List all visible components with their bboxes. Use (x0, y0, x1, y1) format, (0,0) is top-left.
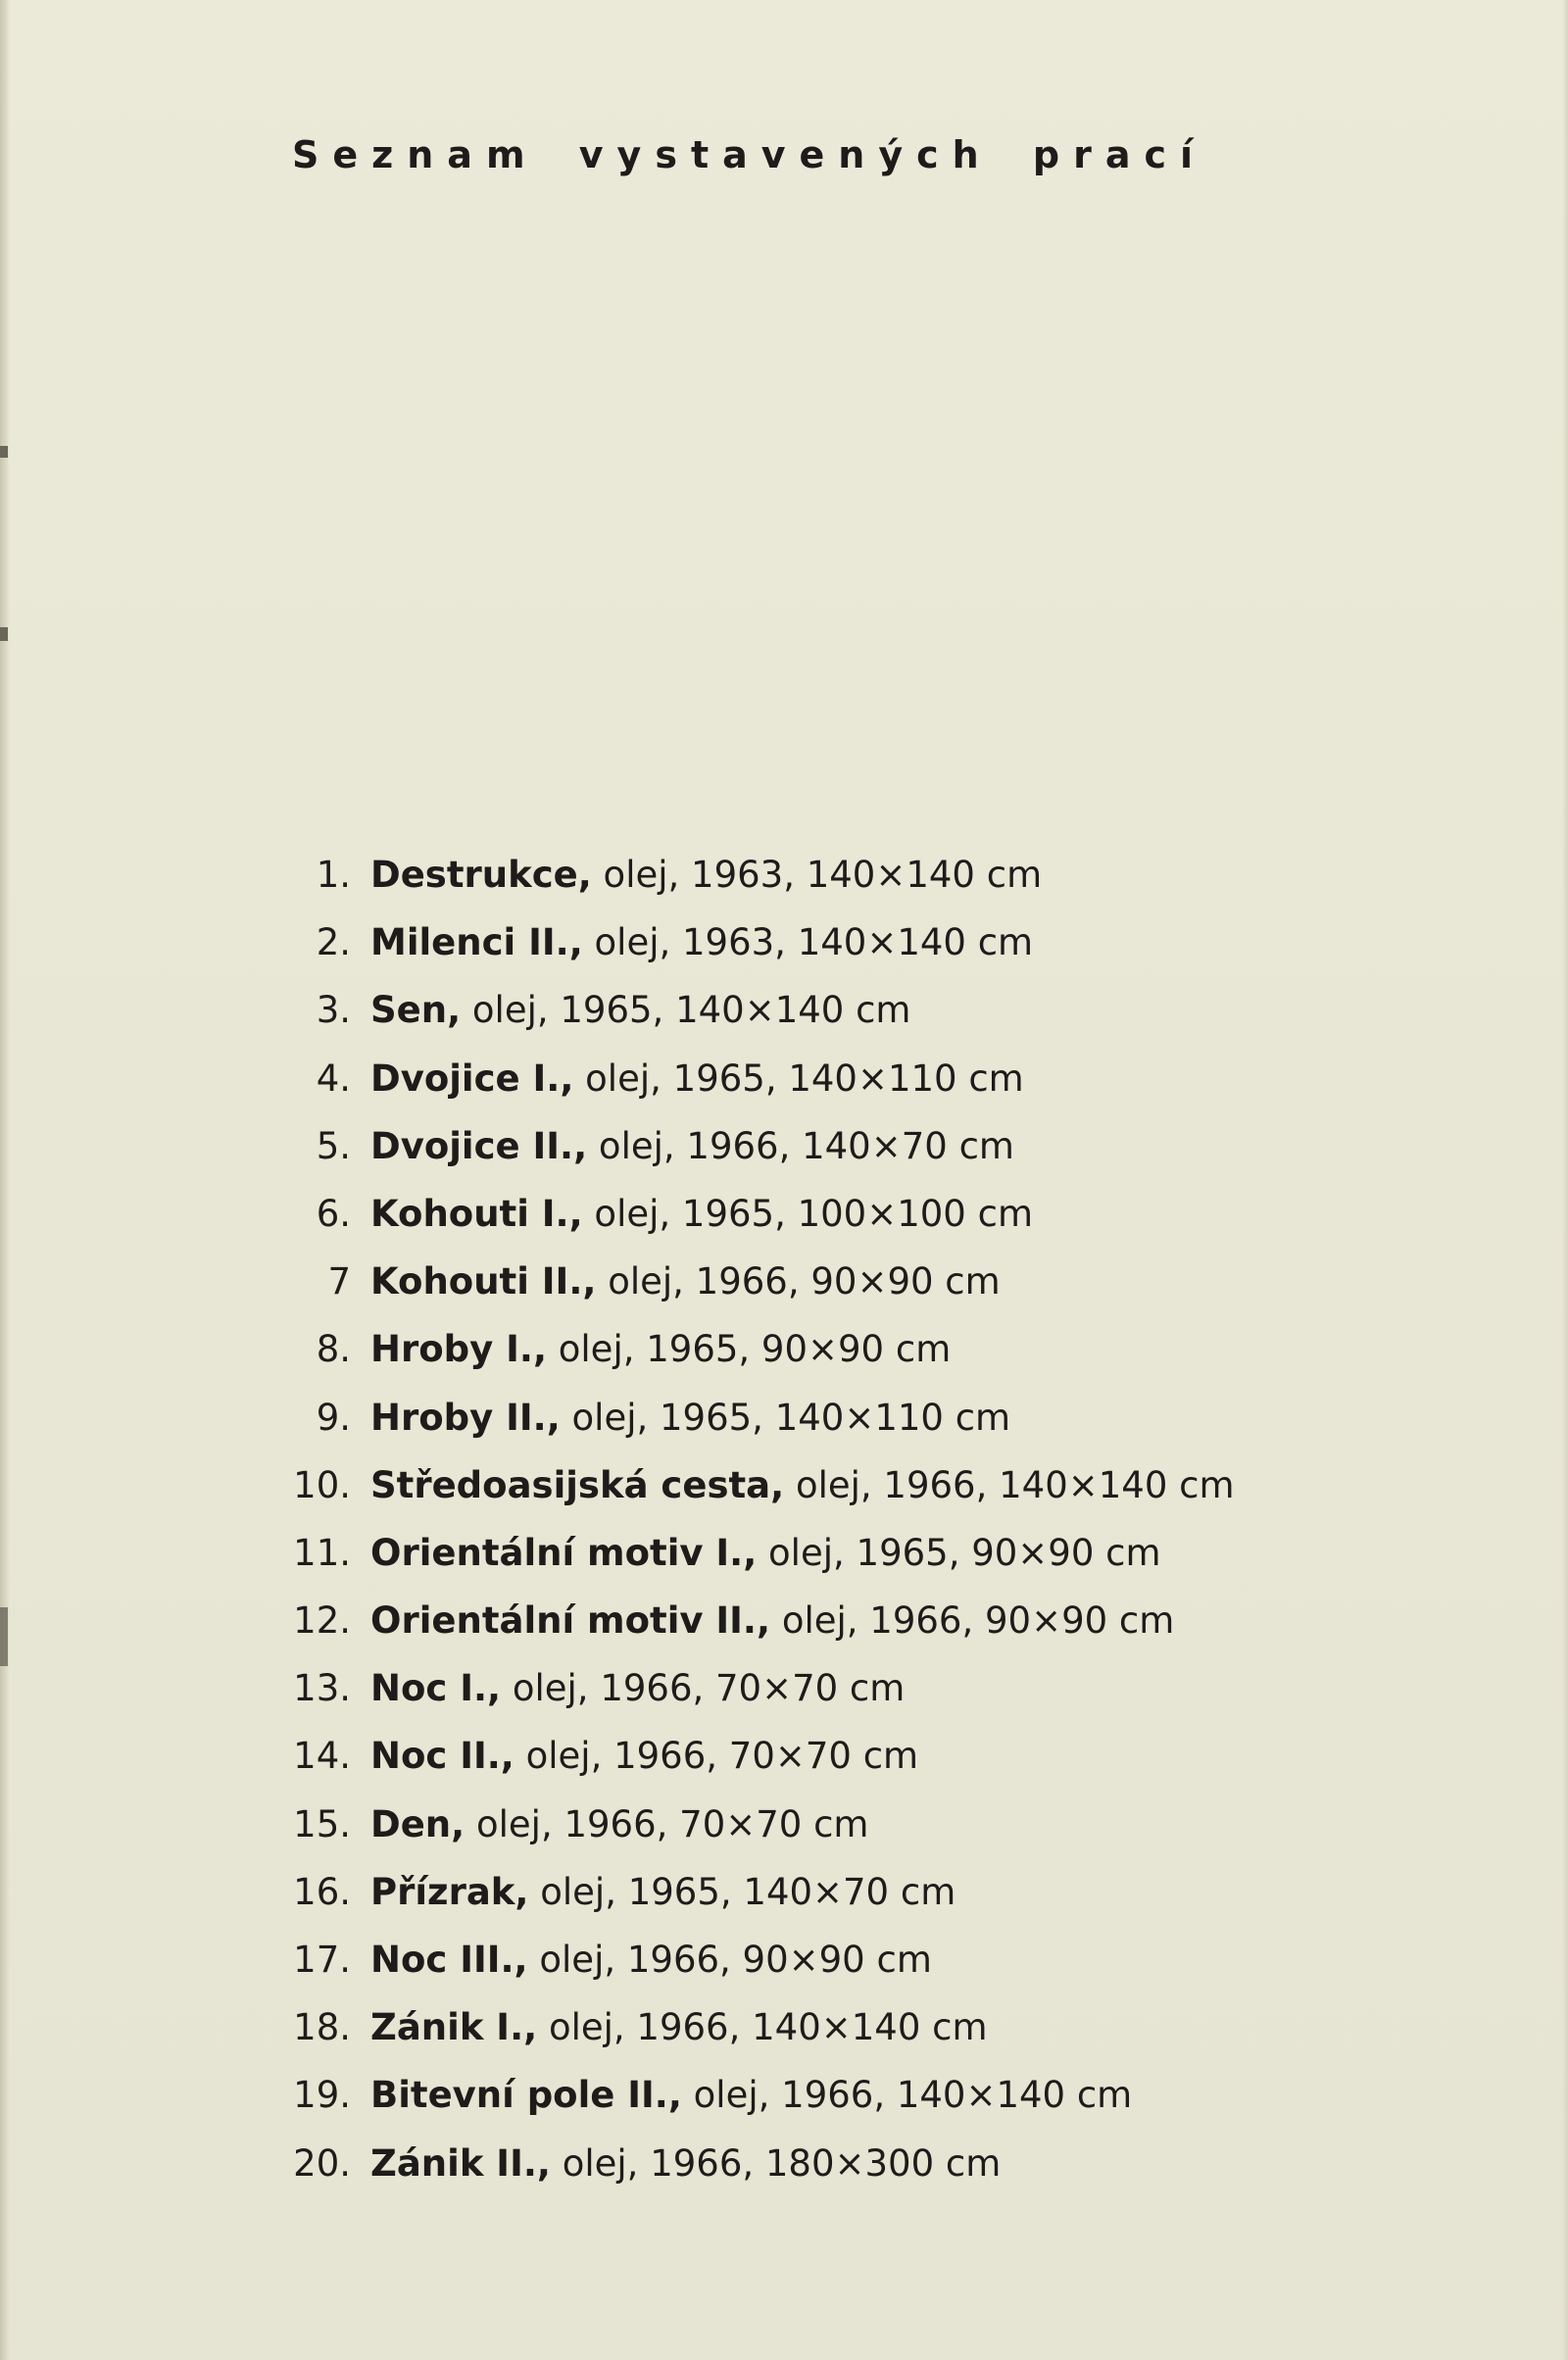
page-title: Seznam vystavených prací (292, 133, 1207, 176)
work-title: Kohouti II., (370, 1260, 597, 1303)
work-details: olej, 1966, 140×70 cm (587, 1124, 1014, 1167)
item-number: 10. (293, 1463, 351, 1506)
item-number: 12. (293, 1599, 351, 1643)
item-number: 15. (293, 1802, 351, 1845)
work-title: Noc I., (370, 1667, 502, 1710)
work-title: Milenci II., (370, 921, 583, 964)
list-item (284, 1791, 1235, 1858)
list-item (284, 1519, 1235, 1587)
work-details: olej, 1965, 100×100 cm (582, 1192, 1033, 1235)
list-item (284, 1654, 1235, 1722)
binding-mark (0, 446, 8, 458)
work-title: Přízrak, (370, 1870, 529, 1913)
item-number: 19. (293, 2074, 351, 2117)
item-number: 14. (293, 1735, 351, 1778)
item-number: 20. (293, 2141, 351, 2185)
item-number: 17. (293, 1939, 351, 1981)
item-number: 13. (293, 1667, 351, 1710)
work-details: olej, 1965, 90×90 cm (757, 1531, 1161, 1574)
binding-mark (0, 1607, 8, 1666)
list-item (284, 1451, 1235, 1519)
work-title: Zánik I., (370, 2006, 538, 2049)
item-number: 11. (293, 1531, 351, 1574)
list-item (284, 909, 1235, 976)
work-details: olej, 1965, 90×90 cm (547, 1328, 952, 1371)
item-number: 1. (316, 854, 351, 896)
work-details: olej, 1966, 70×70 cm (465, 1802, 869, 1845)
page-left-edge (0, 0, 10, 2360)
work-details: olej, 1966, 180×300 cm (550, 2141, 1002, 2185)
item-number: 9. (316, 1396, 351, 1439)
page-right-edge (1562, 0, 1568, 2360)
list-item (284, 1045, 1235, 1112)
list-item (284, 1858, 1235, 1926)
work-title: Orientální motiv II., (370, 1599, 771, 1643)
item-number: 7 (327, 1260, 351, 1303)
work-title: Bitevní pole II., (370, 2074, 682, 2117)
work-title: Středoasijská cesta, (370, 1463, 785, 1506)
works-list (284, 841, 1235, 2197)
list-item (284, 1993, 1235, 2061)
list-item (284, 976, 1235, 1044)
work-title: Kohouti I., (370, 1192, 583, 1235)
work-title: Orientální motiv I., (370, 1531, 758, 1574)
work-title: Hroby II., (370, 1396, 561, 1439)
work-title: Noc II., (370, 1735, 514, 1778)
work-details: olej, 1965, 140×110 cm (573, 1057, 1024, 1100)
work-title: Dvojice II., (370, 1124, 588, 1167)
item-number: 3. (316, 989, 351, 1032)
work-title: Sen, (370, 989, 462, 1032)
work-title: Hroby I., (370, 1328, 547, 1371)
item-number: 6. (316, 1192, 351, 1235)
binding-mark (0, 627, 8, 641)
item-number: 5. (316, 1124, 351, 1167)
item-number: 18. (293, 2006, 351, 2049)
item-number: 16. (293, 1870, 351, 1913)
work-title: Destrukce, (370, 854, 592, 896)
item-number: 8. (316, 1328, 351, 1371)
work-details: olej, 1966, 140×140 cm (537, 2006, 988, 2049)
list-item (284, 1112, 1235, 1180)
item-number: 4. (316, 1057, 351, 1100)
work-details: olej, 1966, 70×70 cm (501, 1667, 906, 1710)
list-item (284, 841, 1235, 909)
work-title: Zánik II., (370, 2141, 551, 2185)
work-details: olej, 1966, 90×90 cm (770, 1599, 1175, 1643)
item-number: 2. (316, 921, 351, 964)
work-details: olej, 1963, 140×140 cm (591, 854, 1043, 896)
list-item (284, 1384, 1235, 1451)
work-details: olej, 1966, 90×90 cm (596, 1260, 1001, 1303)
work-details: olej, 1965, 140×110 cm (560, 1396, 1011, 1439)
work-title: Den, (370, 1802, 466, 1845)
list-item (284, 2130, 1235, 2197)
list-item (284, 1926, 1235, 1993)
list-item (284, 1315, 1235, 1383)
work-details: olej, 1963, 140×140 cm (582, 921, 1034, 964)
list-item (284, 1180, 1235, 1248)
work-details: olej, 1966, 90×90 cm (527, 1939, 932, 1981)
work-details: olej, 1966, 70×70 cm (514, 1735, 919, 1778)
list-item (284, 2061, 1235, 2129)
list-item (284, 1722, 1235, 1790)
work-details: olej, 1965, 140×140 cm (461, 989, 911, 1032)
work-details: olej, 1966, 140×140 cm (681, 2074, 1133, 2117)
list-item (284, 1248, 1235, 1315)
work-title: Dvojice I., (370, 1057, 574, 1100)
list-item (284, 1587, 1235, 1654)
work-details: olej, 1966, 140×140 cm (784, 1463, 1235, 1506)
work-details: olej, 1965, 140×70 cm (528, 1870, 956, 1913)
work-title: Noc III., (370, 1939, 528, 1981)
